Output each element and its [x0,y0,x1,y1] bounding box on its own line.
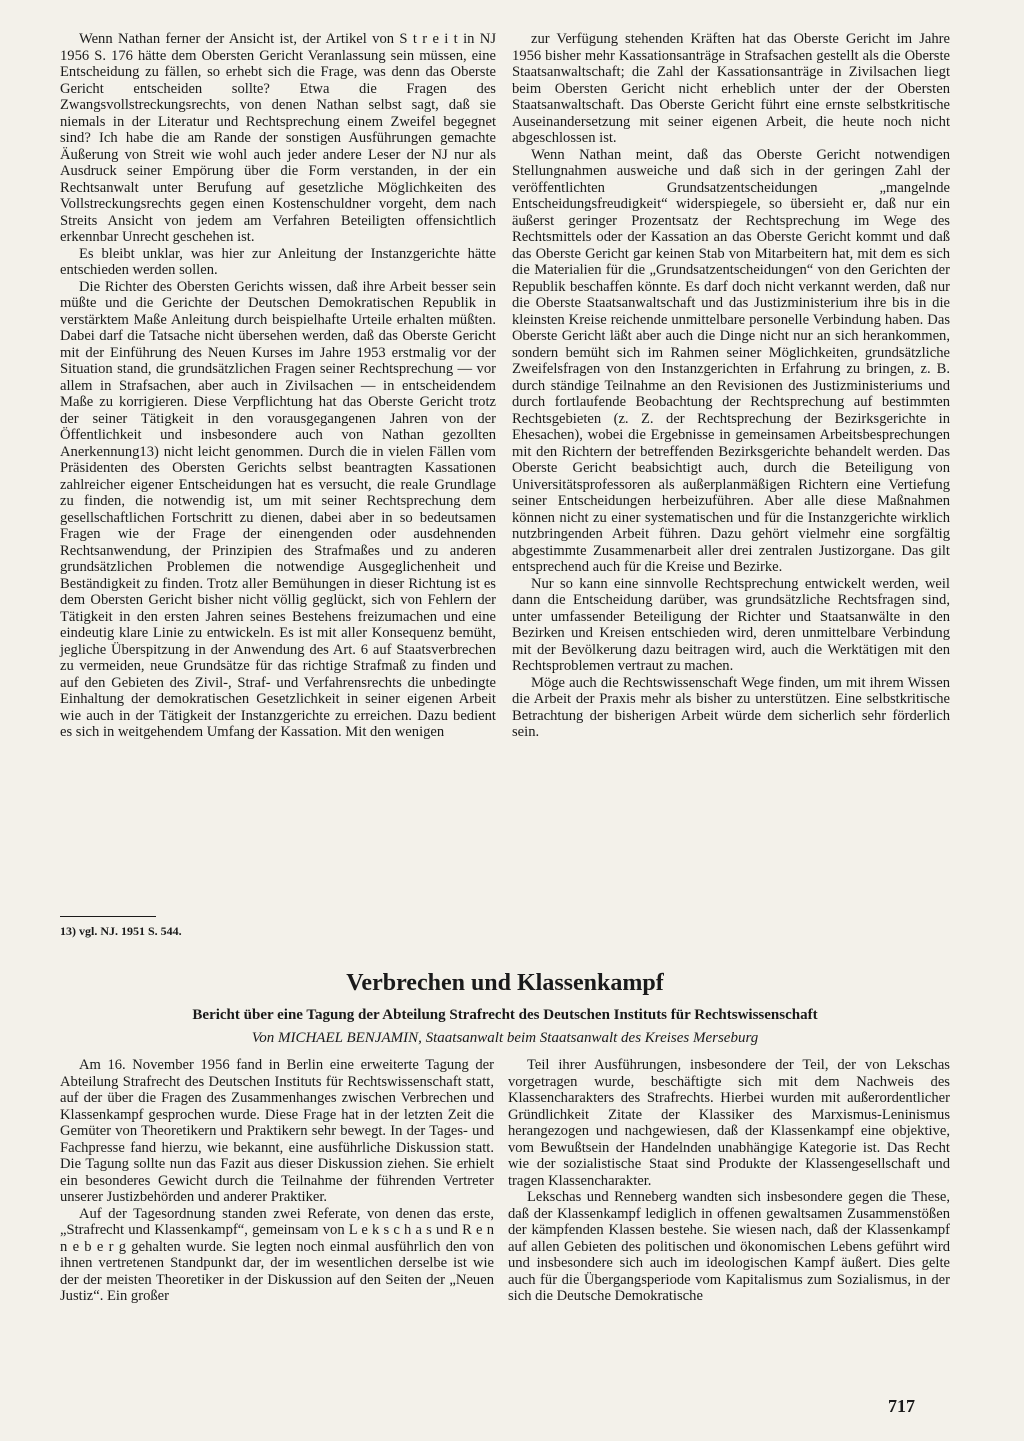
paragraph: Wenn Nathan ferner der Ansicht ist, der Artikel von S t r e i t in NJ 1956 S. 176 hätte dem Obersten Gericht Veranlassung sein müssen, eine Entscheidung zu fällen, so erhebt sich die Frage, was denn das Oberste Gericht entscheiden sollte? Etwa die Fragen des Zwangsvollstreckungsrechts, von denen Nathan selbst sagt, daß sie niemals in der Literatur und Rechtsprechung einem Zweifel begegnet sind? Ich habe die am Rande der sonstigen Ausführungen gemachte Äußerung von Streit wie wohl auch jeder andere Leser der NJ nur als Ausdruck seiner Empörung über die Form verstanden, in der ein Rechtsanwalt unter Berufung auf gesetzliche Möglichkeiten des Vollstreckungsrechts gegen einen Kostenschuldner vorgeht, dem nach Streits Ansicht von jedem am Verfahren Beteiligten offensichtlich erkennbar Unrecht geschehen ist. [60,31,496,245]
article-subtitle: Bericht über eine Tagung der Abteilung Strafrecht des Deutschen Instituts für Rechtswissenschaft [192,1007,818,1023]
column-left-top [60,31,496,741]
footnote: 13) vgl. NJ. 1951 S. 544. [60,924,182,938]
column-right-bottom [508,1057,950,1305]
footnote-divider [60,916,156,917]
paragraph: Wenn Nathan meint, daß das Oberste Gericht notwendigen Stellungnahmen ausweiche und daß sich in der geringen Zahl der veröffentlichten Grundsatzentscheidungen „mangelnde Entscheidungsfreudigkeit“ widerspiegele, so übersieht er, daß nur ein äußerst geringer Prozentsatz der Rechtsprechung im Wege des Rechtsmittels oder der Kassation an das Oberste Gericht kommt und daß das Oberste Gericht gar keinen Stab von Mitarbeitern hat, mit dem es sich die Materialien für die „Grundsatzentscheidungen“ von den Gerichten der Republik beschaffen könnte. Es darf doch nicht verkannt werden, daß nur die Oberste Staatsanwaltschaft und das Justizministerium ihre bis in die kleinsten Kreise reichende unmittelbare personelle Verbindung haben. Das Oberste Gericht läßt aber auch die Dinge nicht nur an sich herankommen, sondern bemüht sich im Rahmen seiner Möglichkeiten, grundsätzliche Zweifelsfragen von den Instanzgerichten in Erfahrung zu bringen, z. B. durch ständige Teilnahme an den Revisionen des Justizministeriums und durch fortlaufende Beobachtung der Rechtsprechung auf bestimmten Rechtsgebieten (z. Z. der Rechtsprechung der Bezirksgerichte in Ehesachen), wobei die Ergebnisse in gemeinsamen Arbeitsbesprechungen mit den Richtern der betreffenden Bezirksgerichte behandelt werden. Das Oberste Gericht beabsichtigt auch, durch die Beteiligung von Universitätsprofessoren als außerplanmäßigen Richtern eine Vertiefung seiner Entscheidungen herbeizuführen. Aber alle diese Maßnahmen können nicht zu einer systematischen und für die Instanzgerichte wirklich nutzbringenden Arbeit führen. Dazu gehört vielmehr eine sorgfältig abgestimmte Zusammenarbeit aller drei zentralen Justizorgane. Das gilt entsprechend auch für die Kreise und Bezirke. [512,146,950,575]
paragraph: Auf der Tagesordnung standen zwei Referate, von denen das erste, „Strafrecht und Klassenkampf“, gemeinsam von L e k s c h a s und R e n n e b e r g gehalten wurde. Sie legten noch einmal ausführlich den von ihnen vertretenen Standpunkt dar, der im wesentlichen derselbe ist wie der der meisten Theoretiker in der Diskussion auf den Seiten der „Neuen Justiz“. Ein großer [60,1205,494,1304]
paragraph: Lekschas und Renneberg wandten sich insbesondere gegen die These, daß der Klassenkampf lediglich in offenen gewaltsamen Zusammenstößen der kämpfenden Klassen bestehe. Sie wiesen nach, daß der Klassenkampf auf allen Gebieten des politischen und ökonomischen Lebens geführt wird und insbesondere sich auch im ideologischen Kampf äußert. Dies gelte auch für die Übergangsperiode vom Kapitalismus zum Sozialismus, in der sich die Deutsche Demokratische [508,1189,950,1304]
paragraph: Am 16. November 1956 fand in Berlin eine erweiterte Tagung der Abteilung Strafrecht des Deutschen Instituts für Rechtswissenschaft statt, auf der über die Fragen des Zusammenhanges zwischen Verbrechen und Klassenkampf gesprochen wurde. Diese Frage hat in der letzten Zeit die Gemüter von Theoretikern und Praktikern sehr bewegt. In der Tages- und Fachpresse fand hierzu, wie bekannt, eine ausführliche Diskussion statt. Die Tagung sollte nun das Fazit aus dieser Diskussion ziehen. Sie erhielt ein besonderes Gewicht durch die Teilnahme der führenden Vertreter unserer Justizbehörden und anderer Praktiker. [60,1057,494,1205]
column-left-bottom [60,1057,494,1305]
paragraph: Es bleibt unklar, was hier zur Anleitung der Instanzgerichte hätte entschieden werden sollen. [60,245,496,278]
page-number: 717 [888,1396,915,1416]
paragraph: Nur so kann eine sinnvolle Rechtsprechung entwickelt werden, weil dann die Entscheidung darüber, was grundsätzliche Rechtsfragen sind, unter umfassender Beteiligung der Richter und Staatsanwälte in den Bezirken und Kreisen entschieden wird, deren unmittelbare Verbindung mit der Bevölkerung dazu beitragen wird, auch die Werktätigen mit den Rechtsproblemen vertraut zu machen. [512,575,950,674]
column-right-top [512,31,950,741]
paragraph: Die Richter des Obersten Gerichts wissen, daß ihre Arbeit besser sein müßte und die Gerichte der Deutschen Demokratischen Republik in verstärktem Maße Anleitung durch beispielhafte Urteile erhalten müßten. Dabei darf die Tatsache nicht übersehen werden, daß das Oberste Gericht mit der Einführung des Neuen Kurses im Jahre 1953 erstmalig vor der Situation stand, die grundsätzlichen Fragen seiner Rechtsprechung — vor allem in Strafsachen, aber auch in Zivilsachen — in entscheidendem Maße zu korrigieren. Diese Verpflichtung hat das Oberste Gericht trotz der seiner Tätigkeit in den vorausgegangenen Jahren von der Öffentlichkeit und insbesondere auch von Nathan gezollten Anerkennung13) nicht leicht genommen. Durch die in vielen Fällen vom Präsidenten des Obersten Gerichts selbst beantragten Kassationen zahlreicher eigener Entscheidungen hat es versucht, die reale Grundlage zu finden, die notwendig ist, um mit seiner Rechtsprechung dem gesellschaftlichen Fortschritt zu dienen, dabei aber in so bedeutsamen Fragen wie der Frage der einengenden oder ausdehnenden Rechtsanwendung, der Prinzipien des Strafmaßes und zu anderen grundsätzlichen Problemen die notwendige Ausgeglichenheit und Beständigkeit zu finden. Trotz aller Bemühungen in dieser Richtung ist es dem Obersten Gericht bisher nicht völlig geglückt, sich von Fehlern der Tätigkeit in den ersten Jahren seines Bestehens freizumachen und eine eindeutig klare Linie zu entwickeln. Es ist mit aller Konsequenz bemüht, jegliche Überspitzung in der Anwendung des Art. 6 auf Staatsverbrechen zu vermeiden, neue Grundsätze für das richtige Strafmaß zu finden und auf den Gebieten des Zivil-, Straf- und Verfahrensrechts die unbedingte Einhaltung der demokratischen Gesetzlichkeit in seiner eigenen Arbeit wie auch in der Tätigkeit der Instanzgerichte zu erreichen. Dazu bedient es sich in weitgehendem Umfang der Kassation. Mit den wenigen [60,278,496,740]
article-byline: Von MICHAEL BENJAMIN, Staatsanwalt beim Staatsanwalt des Kreises Merseburg [251,1030,759,1046]
article-title: Verbrechen und Klassenkampf [346,970,664,996]
paragraph: Möge auch die Rechtswissenschaft Wege finden, um mit ihrem Wissen die Arbeit der Praxis mehr als bisher zu unterstützen. Eine selbstkritische Betrachtung der bisherigen Arbeit würde dem sicherlich sehr förderlich sein. [512,674,950,740]
paragraph: Teil ihrer Ausführungen, insbesondere der Teil, der von Lekschas vorgetragen wurde, beschäftigte sich mit dem Nachweis des Klassencharakters des Strafrechts. Hierbei wurden mit außerordentlicher Gründlichkeit Zitate der Klassiker des Marxismus-Leninismus herangezogen und nachgewiesen, daß der Klassenkampf eine objektive, vom Bewußtsein der Handelnden unabhängige Kategorie ist. Das Recht wie der sozialistische Staat sind Produkte der Klassengesellschaft und tragen Klassencharakter. [508,1057,950,1189]
paragraph: zur Verfügung stehenden Kräften hat das Oberste Gericht im Jahre 1956 bisher mehr Kassationsanträge in Strafsachen gestellt als die Oberste Staatsanwaltschaft; die Zahl der Kassationsanträge in Zivilsachen liegt beim Obersten Gericht nicht erheblich unter der der Obersten Staatsanwaltschaft. Das Oberste Gericht führt eine ernste selbstkritische Auseinandersetzung mit seiner eigenen Arbeit, die heute noch nicht abgeschlossen ist. [512,31,950,146]
